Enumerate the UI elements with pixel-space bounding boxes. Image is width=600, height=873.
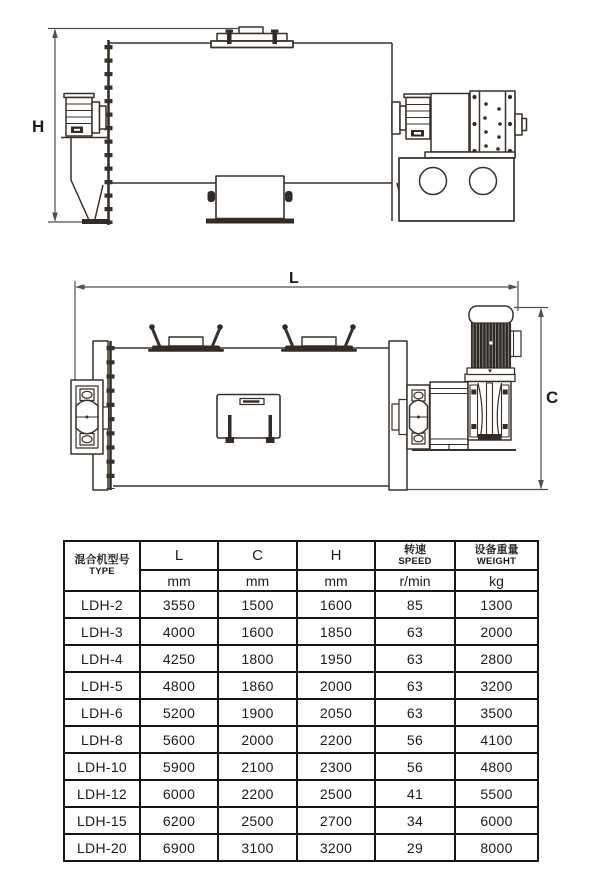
unit-c-mm: mm xyxy=(218,570,297,591)
motor xyxy=(467,306,521,375)
unit-l-mm: mm xyxy=(140,570,218,591)
cell-speed: 34 xyxy=(375,807,455,834)
cell-c: 1600 xyxy=(218,618,297,645)
cell-l: 4000 xyxy=(140,618,218,645)
cell-speed: 41 xyxy=(375,780,455,807)
cell-model: LDH-15 xyxy=(64,807,140,834)
table-row xyxy=(64,780,538,807)
cell-h: 2500 xyxy=(297,780,375,807)
cell-speed: 29 xyxy=(375,834,455,861)
cell-weight: 4800 xyxy=(455,753,538,780)
cell-l: 5200 xyxy=(140,699,218,726)
dim-label-h: H xyxy=(32,117,45,136)
cell-speed: 56 xyxy=(375,753,455,780)
header-h: H xyxy=(297,541,375,570)
cell-model: LDH-10 xyxy=(64,753,140,780)
cell-model: LDH-2 xyxy=(64,591,140,618)
table-row xyxy=(64,618,538,645)
discharge-hopper xyxy=(71,138,110,225)
side-view xyxy=(32,27,527,225)
spec-table xyxy=(63,540,539,862)
cell-l: 4800 xyxy=(140,672,218,699)
header-weight xyxy=(455,541,538,570)
cell-l: 6900 xyxy=(140,834,218,861)
dim-label-c: C xyxy=(546,388,559,407)
discharge-valve xyxy=(206,176,294,224)
cell-speed: 63 xyxy=(375,699,455,726)
header-type-cn: 混合机型号 xyxy=(74,554,130,567)
cell-weight: 3500 xyxy=(455,699,538,726)
cell-model: LDH-3 xyxy=(64,618,140,645)
cell-h: 2000 xyxy=(297,672,375,699)
cell-weight: 3200 xyxy=(455,672,538,699)
cell-l: 5600 xyxy=(140,726,218,753)
plan-view xyxy=(71,270,558,490)
table-row xyxy=(64,807,538,834)
cell-h: 1850 xyxy=(297,618,375,645)
table-row xyxy=(64,753,538,780)
cell-speed: 63 xyxy=(375,618,455,645)
main-drive-side xyxy=(392,91,527,221)
dim-label-l: L xyxy=(289,270,299,287)
cell-model: LDH-20 xyxy=(64,834,140,861)
unit-weight-kg: kg xyxy=(455,570,538,591)
table-row xyxy=(64,699,538,726)
cell-c: 2200 xyxy=(218,780,297,807)
motor-fins xyxy=(472,323,511,368)
cell-model: LDH-8 xyxy=(64,726,140,753)
cell-speed: 85 xyxy=(375,591,455,618)
cell-speed: 63 xyxy=(375,672,455,699)
coupling-guard xyxy=(430,382,468,450)
cell-h: 2700 xyxy=(297,807,375,834)
header-speed xyxy=(375,541,455,570)
cell-c: 1800 xyxy=(218,645,297,672)
cell-weight: 5500 xyxy=(455,780,538,807)
cell-h: 2300 xyxy=(297,753,375,780)
cell-weight: 2800 xyxy=(455,645,538,672)
dimension-l xyxy=(75,270,518,381)
cell-c: 2000 xyxy=(218,726,297,753)
manhole-cover-plan xyxy=(148,324,224,352)
header-speed-cn: 转速 xyxy=(404,543,426,556)
inspection-door xyxy=(217,395,280,444)
header-type xyxy=(64,541,140,591)
cell-c: 3100 xyxy=(218,834,297,861)
shaft-bearing-left xyxy=(71,380,109,454)
header-l: L xyxy=(140,541,218,570)
cell-c: 2500 xyxy=(218,807,297,834)
table-row xyxy=(64,726,538,753)
cell-model: LDH-5 xyxy=(64,672,140,699)
table-row xyxy=(64,834,538,861)
gearbox-side xyxy=(470,91,527,157)
cell-l: 3550 xyxy=(140,591,218,618)
cell-speed: 56 xyxy=(375,726,455,753)
cell-c: 1860 xyxy=(218,672,297,699)
cell-l: 6000 xyxy=(140,780,218,807)
manhole-cover-side xyxy=(211,27,293,48)
cell-l: 5900 xyxy=(140,753,218,780)
cell-h: 2050 xyxy=(297,699,375,726)
cell-h: 1950 xyxy=(297,645,375,672)
header-speed-en: SPEED xyxy=(398,555,432,567)
cell-model: LDH-4 xyxy=(64,645,140,672)
cell-weight: 4100 xyxy=(455,726,538,753)
header-weight-en: WEIGHT xyxy=(476,555,517,567)
header-weight-cn: 设备重量 xyxy=(474,543,519,556)
unit-h-mm: mm xyxy=(297,570,375,591)
table-row xyxy=(64,645,538,672)
cell-weight: 6000 xyxy=(455,807,538,834)
drive-stand xyxy=(399,152,515,221)
cell-c: 1500 xyxy=(218,591,297,618)
cell-speed: 63 xyxy=(375,645,455,672)
motor-junction-box xyxy=(511,331,522,357)
cell-l: 6200 xyxy=(140,807,218,834)
feed-end-drive xyxy=(61,94,108,138)
header-type-en: TYPE xyxy=(89,566,115,578)
cell-h: 1600 xyxy=(297,591,375,618)
header-c: C xyxy=(218,541,297,570)
cell-l: 4250 xyxy=(140,645,218,672)
cell-model: LDH-12 xyxy=(64,780,140,807)
cell-weight: 1300 xyxy=(455,591,538,618)
cell-c: 2100 xyxy=(218,753,297,780)
table-row xyxy=(64,591,538,618)
cell-model: LDH-6 xyxy=(64,699,140,726)
cell-weight: 2000 xyxy=(455,618,538,645)
cell-h: 3200 xyxy=(297,834,375,861)
table-header-row-1 xyxy=(64,541,538,570)
unit-speed-rpm: r/min xyxy=(375,570,455,591)
manhole-cover-plan-2 xyxy=(281,324,357,352)
table-row xyxy=(64,672,538,699)
cell-weight: 8000 xyxy=(455,834,538,861)
cell-c: 1900 xyxy=(218,699,297,726)
cell-h: 2200 xyxy=(297,726,375,753)
